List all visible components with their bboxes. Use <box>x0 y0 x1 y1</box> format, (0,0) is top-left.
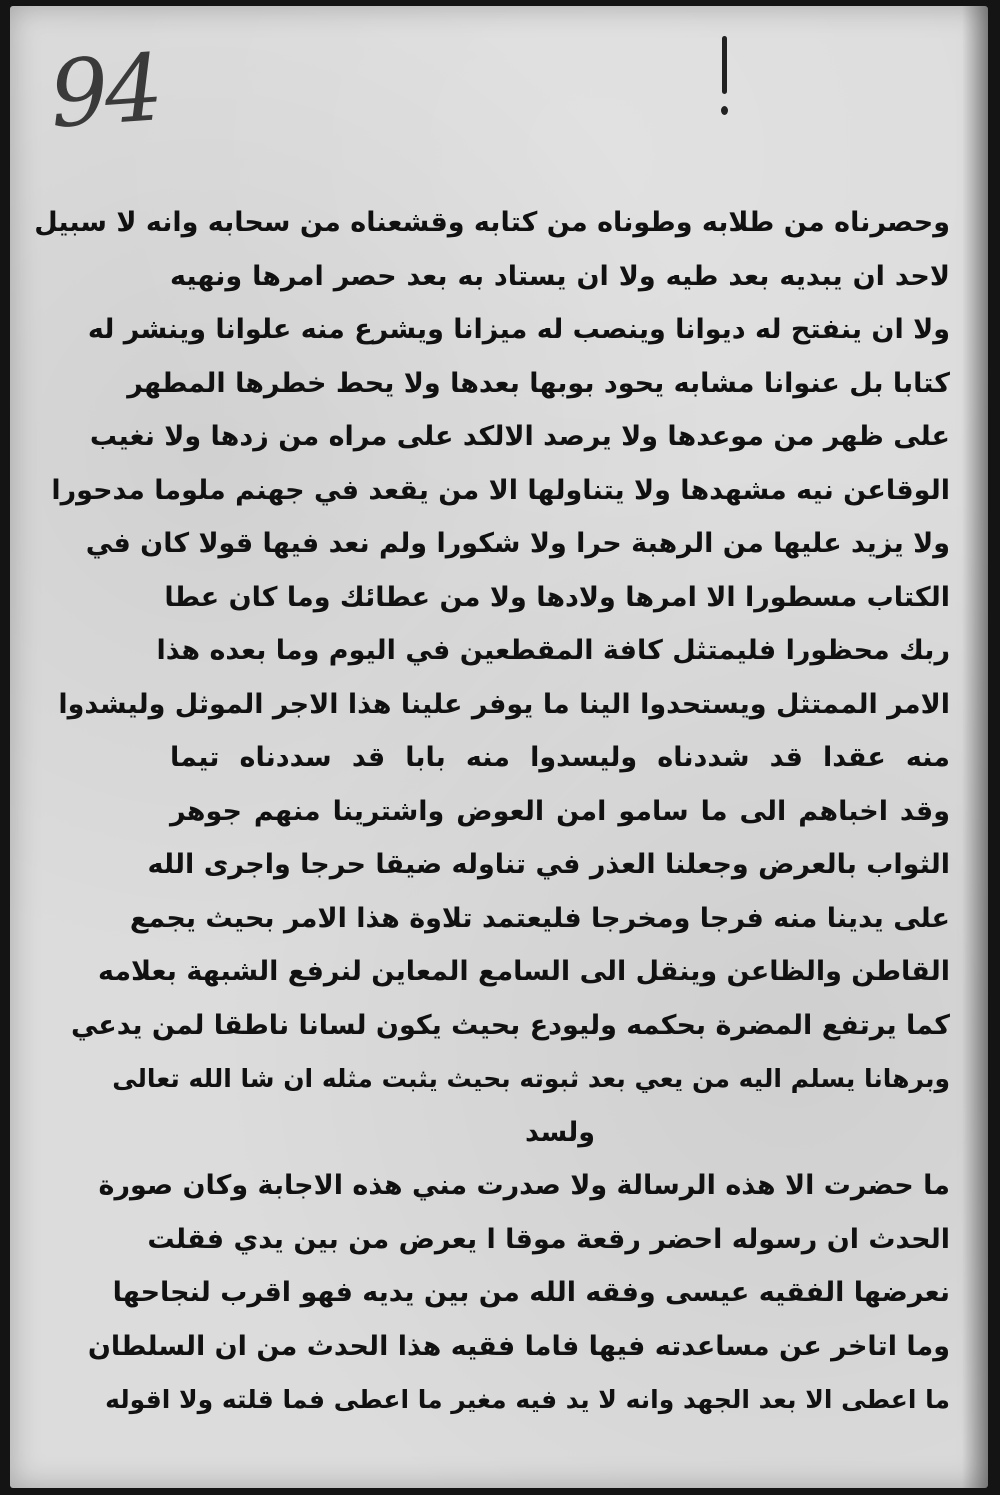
text-line-10: الامر الممتثل ويستحدوا الينا ما يوفر علينا هذا الاجر الموثل وليشدوا <box>58 688 950 720</box>
manuscript-text <box>34 196 950 1427</box>
text-line-9: ربك محظورا فليمتثل كافة المقطعين في اليوم وما بعده هذا <box>156 635 950 666</box>
text-line-16: كما يرتفع المضرة بحكمه وليودع بحيث يكون لسانا ناطقا لمن يدعي <box>70 1009 950 1041</box>
ink-mark <box>722 36 727 94</box>
text-line-19: ما حضرت الا هذه الرسالة ولا صدرت مني هذه الاجابة وكان صورة <box>98 1170 950 1201</box>
text-line-7: ولا يزيد عليها من الرهبة حرا ولا شكورا ولم نعد فيها قولا كان في <box>85 528 950 559</box>
text-line-5: على ظهر من موعدها ولا يرصد الالكد على مراه من زدها ولا نغيب <box>89 421 950 452</box>
text-line-18: ولسد <box>525 1116 595 1148</box>
text-line-2: لاحد ان يبديه بعد طيه ولا ان يستاد به بعد حصر امرها ونهيه <box>170 260 950 292</box>
folio-number: 94 <box>46 34 163 149</box>
text-line-23: ما اعطى الا بعد الجهد وانه لا يد فيه مغير ما اعطى فما قلته ولا اقوله <box>105 1385 950 1414</box>
text-line-13: الثواب بالعرض وجعلنا العذر في تناوله ضيقا حرجا واجرى الله <box>147 849 950 880</box>
ink-dot <box>721 106 728 115</box>
text-line-22: وما اتاخر عن مساعدته فيها فاما فقيه هذا الحدث من ان السلطان <box>87 1330 950 1362</box>
text-line-14: على يدينا منه فرجا ومخرجا فليعتمد تلاوة هذا الامر بحيث يجمع <box>129 902 950 934</box>
text-line-20: الحدث ان رسوله احضر رقعة موقا ا يعرض من بين يدي فقلت <box>147 1223 950 1255</box>
text-line-17: وبرهانا يسلم اليه من يعي بعد ثبوته بحيث يثبت مثله ان شا الله تعالى <box>112 1064 950 1093</box>
text-line-15: القاطن والظاعن وينقل الى السامع المعاين لنرفع الشبهة بعلامه <box>97 956 950 987</box>
text-line-12: وقد اخباهم الى ما سامو امن العوض واشترينا منهم جوهر <box>170 795 950 827</box>
text-line-6: الوقاعن نيه مشهدها ولا يتناولها الا من يقعد في جهنم ملوما مدحورا <box>51 474 950 506</box>
text-line-21: نعرضها الفقيه عيسى وفقه الله من بين يديه فهو اقرب لنجاحها <box>112 1277 950 1308</box>
text-line-3: ولا ان ينفتح له ديوانا وينصب له ميزانا ويشرع منه علوانا وينشر له <box>87 314 950 345</box>
page-edge-shadow <box>962 6 988 1488</box>
text-line-8: الكتاب مسطورا الا امرها ولادها ولا من عطائك وما كان عطا <box>164 581 950 613</box>
text-line-4: كتابا بل عنوانا مشابه يحود بوبها بعدها ولا يحط خطرها المطهر <box>127 367 950 399</box>
text-line-1: وحصرناه من طلابه وطوناه من كتابه وقشعناه من سحابه وانه لا سبيل <box>34 207 950 238</box>
text-line-11: منه عقدا قد شددناه وليسدوا منه بابا قد سددناه تيما <box>170 742 950 773</box>
